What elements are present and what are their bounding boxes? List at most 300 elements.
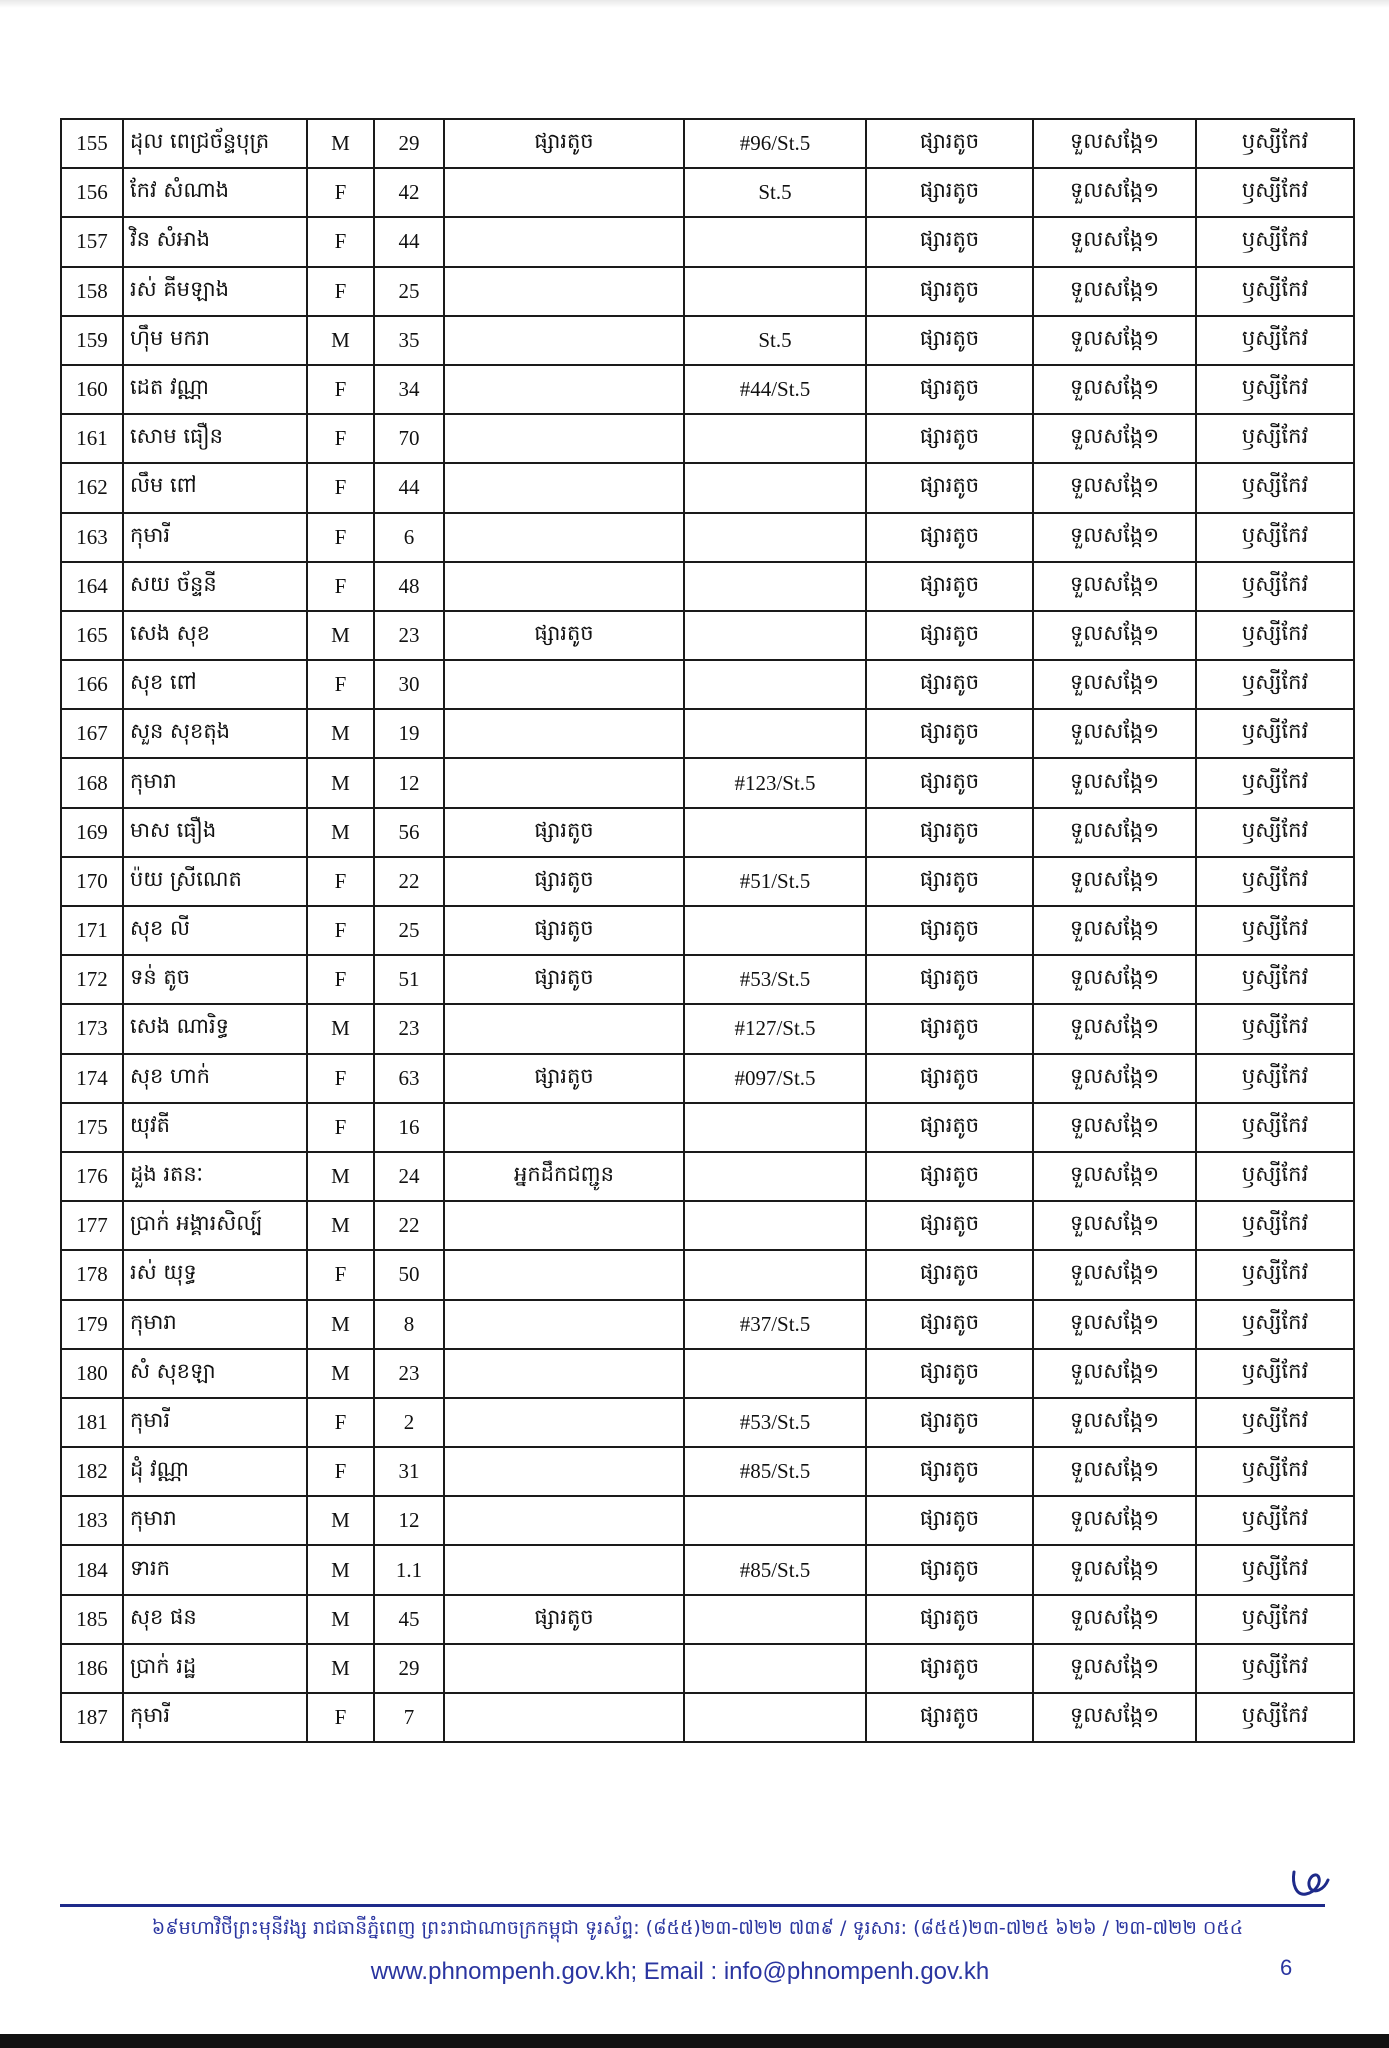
cell-district: ឫស្សីកែវ	[1196, 1300, 1354, 1349]
cell-name: សេង ណារិទ្ធ	[123, 1004, 307, 1053]
cell-name: សុខ ហាក់	[123, 1054, 307, 1103]
cell-sex: M	[307, 758, 374, 807]
cell-district: ឫស្សីកែវ	[1196, 857, 1354, 906]
table-row	[61, 1054, 1354, 1103]
cell-number: 160	[61, 365, 123, 414]
cell-age: 6	[374, 513, 444, 562]
cell-sex: M	[307, 316, 374, 365]
cell-village: ផ្សារតូច	[866, 808, 1033, 857]
cell-sex: F	[307, 365, 374, 414]
cell-number: 187	[61, 1693, 123, 1742]
cell-district: ឫស្សីកែវ	[1196, 463, 1354, 512]
cell-village: ផ្សារតូច	[866, 513, 1033, 562]
table-row	[61, 1300, 1354, 1349]
cell-occupation	[444, 1349, 684, 1398]
cell-name: កុមារា	[123, 1496, 307, 1545]
cell-district: ឫស្សីកែវ	[1196, 267, 1354, 316]
cell-age: 23	[374, 1349, 444, 1398]
cell-sex: M	[307, 1201, 374, 1250]
cell-name: ដុល ពេជ្រច័ន្ទបុត្រ	[123, 119, 307, 168]
cell-commune: ទួលសង្កែ១	[1033, 611, 1196, 660]
cell-village: ផ្សារតូច	[866, 906, 1033, 955]
cell-name: សុខ លី	[123, 906, 307, 955]
cell-name: ទន់ តូច	[123, 955, 307, 1004]
cell-age: 44	[374, 463, 444, 512]
cell-number: 175	[61, 1103, 123, 1152]
cell-village: ផ្សារតូច	[866, 1201, 1033, 1250]
cell-address: #85/St.5	[684, 1447, 866, 1496]
cell-village: ផ្សារតូច	[866, 1644, 1033, 1693]
table-row	[61, 217, 1354, 266]
cell-number: 184	[61, 1545, 123, 1594]
table-row	[61, 1201, 1354, 1250]
cell-occupation	[444, 414, 684, 463]
cell-name: វិន សំអាង	[123, 217, 307, 266]
cell-number: 186	[61, 1644, 123, 1693]
cell-age: 45	[374, 1595, 444, 1644]
table-row	[61, 365, 1354, 414]
cell-district: ឫស្សីកែវ	[1196, 217, 1354, 266]
table-row	[61, 660, 1354, 709]
cell-commune: ទួលសង្កែ១	[1033, 758, 1196, 807]
cell-village: ផ្សារតូច	[866, 1152, 1033, 1201]
cell-village: ផ្សារតូច	[866, 267, 1033, 316]
cell-name: សុខ ផន	[123, 1595, 307, 1644]
cell-name: រស់ យុទ្ធ	[123, 1250, 307, 1299]
table-row	[61, 1447, 1354, 1496]
cell-occupation	[444, 1496, 684, 1545]
cell-occupation	[444, 660, 684, 709]
cell-sex: M	[307, 808, 374, 857]
cell-commune: ទួលសង្កែ១	[1033, 1300, 1196, 1349]
cell-village: ផ្សារតូច	[866, 1004, 1033, 1053]
cell-number: 173	[61, 1004, 123, 1053]
cell-sex: F	[307, 463, 374, 512]
cell-commune: ទួលសង្កែ១	[1033, 660, 1196, 709]
cell-age: 23	[374, 611, 444, 660]
cell-number: 182	[61, 1447, 123, 1496]
cell-district: ឫស្សីកែវ	[1196, 1004, 1354, 1053]
register-body	[61, 119, 1354, 1742]
cell-address	[684, 660, 866, 709]
cell-commune: ទួលសង្កែ១	[1033, 1349, 1196, 1398]
cell-occupation	[444, 1545, 684, 1594]
cell-sex: M	[307, 1545, 374, 1594]
cell-district: ឫស្សីកែវ	[1196, 119, 1354, 168]
cell-address	[684, 267, 866, 316]
table-row	[61, 562, 1354, 611]
cell-number: 183	[61, 1496, 123, 1545]
cell-commune: ទួលសង្កែ១	[1033, 562, 1196, 611]
cell-sex: M	[307, 1004, 374, 1053]
cell-address	[684, 217, 866, 266]
cell-name: ប៉យ ស្រីណេត	[123, 857, 307, 906]
cell-name: ដួង រតនៈ	[123, 1152, 307, 1201]
cell-commune: ទួលសង្កែ១	[1033, 1250, 1196, 1299]
cell-number: 162	[61, 463, 123, 512]
cell-occupation	[444, 1398, 684, 1447]
cell-sex: F	[307, 267, 374, 316]
cell-name: កុមារី	[123, 1398, 307, 1447]
cell-sex: M	[307, 1644, 374, 1693]
cell-name: កុមារី	[123, 513, 307, 562]
cell-commune: ទួលសង្កែ១	[1033, 1004, 1196, 1053]
cell-sex: F	[307, 857, 374, 906]
cell-district: ឫស្សីកែវ	[1196, 1349, 1354, 1398]
cell-district: ឫស្សីកែវ	[1196, 709, 1354, 758]
table-row	[61, 119, 1354, 168]
cell-age: 31	[374, 1447, 444, 1496]
cell-number: 161	[61, 414, 123, 463]
register-table	[60, 118, 1355, 1743]
cell-address: #96/St.5	[684, 119, 866, 168]
cell-number: 179	[61, 1300, 123, 1349]
cell-commune: ទួលសង្កែ១	[1033, 119, 1196, 168]
cell-commune: ទួលសង្កែ១	[1033, 955, 1196, 1004]
cell-address: #85/St.5	[684, 1545, 866, 1594]
table-row	[61, 1004, 1354, 1053]
cell-name: ទារក	[123, 1545, 307, 1594]
cell-district: ឫស្សីកែវ	[1196, 513, 1354, 562]
cell-address	[684, 709, 866, 758]
cell-sex: M	[307, 1496, 374, 1545]
cell-district: ឫស្សីកែវ	[1196, 1595, 1354, 1644]
cell-number: 163	[61, 513, 123, 562]
cell-address	[684, 1693, 866, 1742]
table-row	[61, 513, 1354, 562]
cell-address	[684, 1496, 866, 1545]
cell-age: 25	[374, 906, 444, 955]
cell-village: ផ្សារតូច	[866, 758, 1033, 807]
table-row	[61, 1349, 1354, 1398]
table-row	[61, 1496, 1354, 1545]
cell-district: ឫស្សីកែវ	[1196, 758, 1354, 807]
cell-address: #51/St.5	[684, 857, 866, 906]
cell-village: ផ្សារតូច	[866, 1250, 1033, 1299]
cell-sex: F	[307, 1447, 374, 1496]
table-row	[61, 463, 1354, 512]
cell-name: ប្រាក់ អង្គារសិល្ប៍	[123, 1201, 307, 1250]
cell-village: ផ្សារតូច	[866, 1595, 1033, 1644]
cell-name: យុវតី	[123, 1103, 307, 1152]
cell-name: រស់ គីមឡាង	[123, 267, 307, 316]
cell-name: កុមារី	[123, 1693, 307, 1742]
cell-village: ផ្សារតូច	[866, 562, 1033, 611]
cell-number: 169	[61, 808, 123, 857]
cell-village: ផ្សារតូច	[866, 709, 1033, 758]
cell-sex: M	[307, 1595, 374, 1644]
cell-age: 44	[374, 217, 444, 266]
cell-age: 70	[374, 414, 444, 463]
table-row	[61, 1693, 1354, 1742]
cell-village: ផ្សារតូច	[866, 316, 1033, 365]
cell-sex: F	[307, 1103, 374, 1152]
cell-number: 174	[61, 1054, 123, 1103]
cell-commune: ទួលសង្កែ១	[1033, 414, 1196, 463]
cell-address: #123/St.5	[684, 758, 866, 807]
cell-commune: ទួលសង្កែ១	[1033, 1644, 1196, 1693]
cell-address	[684, 1103, 866, 1152]
cell-sex: F	[307, 1398, 374, 1447]
cell-commune: ទួលសង្កែ១	[1033, 906, 1196, 955]
cell-occupation	[444, 267, 684, 316]
cell-village: ផ្សារតូច	[866, 1398, 1033, 1447]
cell-age: 12	[374, 1496, 444, 1545]
cell-age: 19	[374, 709, 444, 758]
cell-number: 177	[61, 1201, 123, 1250]
cell-number: 170	[61, 857, 123, 906]
cell-occupation: ផ្សារតូច	[444, 906, 684, 955]
table-row	[61, 906, 1354, 955]
cell-district: ឫស្សីកែវ	[1196, 1103, 1354, 1152]
cell-commune: ទួលសង្កែ១	[1033, 1496, 1196, 1545]
cell-age: 34	[374, 365, 444, 414]
cell-age: 8	[374, 1300, 444, 1349]
cell-name: កែវ សំណាង	[123, 168, 307, 217]
cell-district: ឫស្សីកែវ	[1196, 1644, 1354, 1693]
cell-district: ឫស្សីកែវ	[1196, 906, 1354, 955]
cell-name: កុមារា	[123, 758, 307, 807]
cell-sex: F	[307, 513, 374, 562]
cell-village: ផ្សារតូច	[866, 1103, 1033, 1152]
cell-age: 7	[374, 1693, 444, 1742]
cell-village: ផ្សារតូច	[866, 1447, 1033, 1496]
cell-address	[684, 1349, 866, 1398]
table-row	[61, 1152, 1354, 1201]
cell-occupation	[444, 463, 684, 512]
cell-number: 172	[61, 955, 123, 1004]
cell-address	[684, 1644, 866, 1693]
cell-address	[684, 1201, 866, 1250]
cell-occupation	[444, 1201, 684, 1250]
cell-commune: ទួលសង្កែ១	[1033, 1447, 1196, 1496]
cell-commune: ទួលសង្កែ១	[1033, 1545, 1196, 1594]
table-row	[61, 857, 1354, 906]
cell-sex: M	[307, 1349, 374, 1398]
cell-district: ឫស្សីកែវ	[1196, 1496, 1354, 1545]
cell-commune: ទួលសង្កែ១	[1033, 1054, 1196, 1103]
cell-name: សេង សុខ	[123, 611, 307, 660]
cell-address: #37/St.5	[684, 1300, 866, 1349]
cell-occupation: ផ្សារតូច	[444, 1595, 684, 1644]
cell-sex: M	[307, 1152, 374, 1201]
cell-district: ឫស្សីកែវ	[1196, 168, 1354, 217]
cell-district: ឫស្សីកែវ	[1196, 1545, 1354, 1594]
cell-village: ផ្សារតូច	[866, 119, 1033, 168]
cell-number: 168	[61, 758, 123, 807]
cell-commune: ទួលសង្កែ១	[1033, 463, 1196, 512]
cell-village: ផ្សារតូច	[866, 1545, 1033, 1594]
cell-commune: ទួលសង្កែ១	[1033, 857, 1196, 906]
cell-age: 50	[374, 1250, 444, 1299]
cell-number: 180	[61, 1349, 123, 1398]
cell-name: លឹម ពៅ	[123, 463, 307, 512]
cell-occupation	[444, 709, 684, 758]
cell-village: ផ្សារតូច	[866, 1300, 1033, 1349]
cell-district: ឫស្សីកែវ	[1196, 1201, 1354, 1250]
cell-sex: M	[307, 1300, 374, 1349]
cell-occupation	[444, 758, 684, 807]
cell-age: 23	[374, 1004, 444, 1053]
cell-village: ផ្សារតូច	[866, 1054, 1033, 1103]
cell-address: #097/St.5	[684, 1054, 866, 1103]
cell-village: ផ្សារតូច	[866, 1693, 1033, 1742]
cell-number: 167	[61, 709, 123, 758]
cell-number: 181	[61, 1398, 123, 1447]
cell-commune: ទួលសង្កែ១	[1033, 1595, 1196, 1644]
cell-district: ឫស្សីកែវ	[1196, 414, 1354, 463]
cell-age: 51	[374, 955, 444, 1004]
cell-district: ឫស្សីកែវ	[1196, 1447, 1354, 1496]
cell-sex: F	[307, 1054, 374, 1103]
cell-number: 171	[61, 906, 123, 955]
cell-village: ផ្សារតូច	[866, 1496, 1033, 1545]
cell-name: ដេត វណ្ណា	[123, 365, 307, 414]
cell-village: ផ្សារតូច	[866, 217, 1033, 266]
scan-top-edge	[0, 0, 1389, 8]
table-row	[61, 808, 1354, 857]
signature-mark-icon	[1288, 1866, 1330, 1904]
cell-commune: ទួលសង្កែ១	[1033, 168, 1196, 217]
cell-commune: ទួលសង្កែ១	[1033, 1152, 1196, 1201]
table-row	[61, 414, 1354, 463]
cell-district: ឫស្សីកែវ	[1196, 1054, 1354, 1103]
cell-commune: ទួលសង្កែ១	[1033, 365, 1196, 414]
cell-age: 12	[374, 758, 444, 807]
table-row	[61, 168, 1354, 217]
cell-number: 159	[61, 316, 123, 365]
cell-district: ឫស្សីកែវ	[1196, 365, 1354, 414]
cell-occupation	[444, 365, 684, 414]
cell-name: សួន សុខតុង	[123, 709, 307, 758]
cell-number: 185	[61, 1595, 123, 1644]
cell-sex: F	[307, 955, 374, 1004]
cell-age: 63	[374, 1054, 444, 1103]
table-row	[61, 1250, 1354, 1299]
cell-sex: F	[307, 414, 374, 463]
cell-district: ឫស្សីកែវ	[1196, 660, 1354, 709]
cell-occupation: ផ្សារតូច	[444, 955, 684, 1004]
cell-district: ឫស្សីកែវ	[1196, 808, 1354, 857]
scan-bottom-edge	[0, 2034, 1389, 2048]
table-row	[61, 1644, 1354, 1693]
cell-address: St.5	[684, 168, 866, 217]
cell-address: #53/St.5	[684, 955, 866, 1004]
cell-village: ផ្សារតូច	[866, 414, 1033, 463]
cell-sex: M	[307, 119, 374, 168]
cell-age: 56	[374, 808, 444, 857]
cell-commune: ទួលសង្កែ១	[1033, 217, 1196, 266]
cell-sex: M	[307, 709, 374, 758]
cell-name: កុមារា	[123, 1300, 307, 1349]
cell-village: ផ្សារតូច	[866, 857, 1033, 906]
cell-address	[684, 1250, 866, 1299]
cell-age: 42	[374, 168, 444, 217]
cell-sex: F	[307, 562, 374, 611]
cell-occupation	[444, 168, 684, 217]
cell-name: ប្រាក់ រដ្ឋ	[123, 1644, 307, 1693]
cell-age: 30	[374, 660, 444, 709]
cell-age: 22	[374, 1201, 444, 1250]
cell-occupation	[444, 1250, 684, 1299]
cell-occupation: ផ្សារតូច	[444, 857, 684, 906]
cell-age: 29	[374, 1644, 444, 1693]
cell-commune: ទួលសង្កែ១	[1033, 267, 1196, 316]
cell-village: ផ្សារតូច	[866, 660, 1033, 709]
cell-address	[684, 808, 866, 857]
cell-village: ផ្សារតូច	[866, 463, 1033, 512]
cell-number: 178	[61, 1250, 123, 1299]
cell-age: 35	[374, 316, 444, 365]
table-row	[61, 955, 1354, 1004]
cell-age: 29	[374, 119, 444, 168]
footer-contact: www.phnompenh.gov.kh; Email : info@phnompenh.gov.kh	[370, 1958, 990, 1985]
cell-commune: ទួលសង្កែ១	[1033, 709, 1196, 758]
cell-occupation: អ្នកដឹកជញ្ជូន	[444, 1152, 684, 1201]
cell-sex: F	[307, 217, 374, 266]
footer-address: ៦៩មហាវិថីព្រះមុនីវង្ស រាជធានីភ្នំពេញ ព្រះរាជាណាចក្រកម្ពុជា ទូរស័ព្ទ: (៨៥៥)២៣-៧២២ ៧៣៩ / ទូរសារ: (៨៥៥)២៣-៧២៥ ៦២៦ / ២៣-៧២២ ០៥៤	[151, 1917, 1244, 1939]
cell-age: 2	[374, 1398, 444, 1447]
cell-district: ឫស្សីកែវ	[1196, 1398, 1354, 1447]
cell-district: ឫស្សីកែវ	[1196, 562, 1354, 611]
cell-sex: F	[307, 1250, 374, 1299]
table-row	[61, 611, 1354, 660]
cell-address	[684, 611, 866, 660]
cell-number: 165	[61, 611, 123, 660]
table-row	[61, 1398, 1354, 1447]
cell-sex: F	[307, 168, 374, 217]
cell-address	[684, 513, 866, 562]
cell-village: ផ្សារតូច	[866, 955, 1033, 1004]
cell-commune: ទួលសង្កែ១	[1033, 316, 1196, 365]
table-row	[61, 267, 1354, 316]
cell-occupation	[444, 1447, 684, 1496]
cell-commune: ទួលសង្កែ១	[1033, 1103, 1196, 1152]
cell-village: ផ្សារតូច	[866, 1349, 1033, 1398]
table-row	[61, 758, 1354, 807]
cell-district: ឫស្សីកែវ	[1196, 1250, 1354, 1299]
cell-sex: F	[307, 660, 374, 709]
cell-number: 158	[61, 267, 123, 316]
cell-district: ឫស្សីកែវ	[1196, 955, 1354, 1004]
cell-sex: F	[307, 1693, 374, 1742]
cell-occupation: ផ្សារតូច	[444, 1054, 684, 1103]
cell-name: សុខ ពៅ	[123, 660, 307, 709]
table-row	[61, 1103, 1354, 1152]
cell-address	[684, 463, 866, 512]
cell-commune: ទួលសង្កែ១	[1033, 1201, 1196, 1250]
cell-district: ឫស្សីកែវ	[1196, 1152, 1354, 1201]
cell-number: 156	[61, 168, 123, 217]
cell-district: ឫស្សីកែវ	[1196, 316, 1354, 365]
cell-age: 16	[374, 1103, 444, 1152]
cell-age: 25	[374, 267, 444, 316]
cell-occupation	[444, 562, 684, 611]
table-row	[61, 316, 1354, 365]
table-row	[61, 1595, 1354, 1644]
cell-address	[684, 1595, 866, 1644]
cell-number: 176	[61, 1152, 123, 1201]
cell-number: 166	[61, 660, 123, 709]
table-row	[61, 1545, 1354, 1594]
cell-number: 164	[61, 562, 123, 611]
cell-name: មាស ធឿង	[123, 808, 307, 857]
cell-occupation	[444, 513, 684, 562]
cell-name: ហ៊ឹម មករា	[123, 316, 307, 365]
cell-village: ផ្សារតូច	[866, 611, 1033, 660]
cell-address: #53/St.5	[684, 1398, 866, 1447]
cell-address: #44/St.5	[684, 365, 866, 414]
